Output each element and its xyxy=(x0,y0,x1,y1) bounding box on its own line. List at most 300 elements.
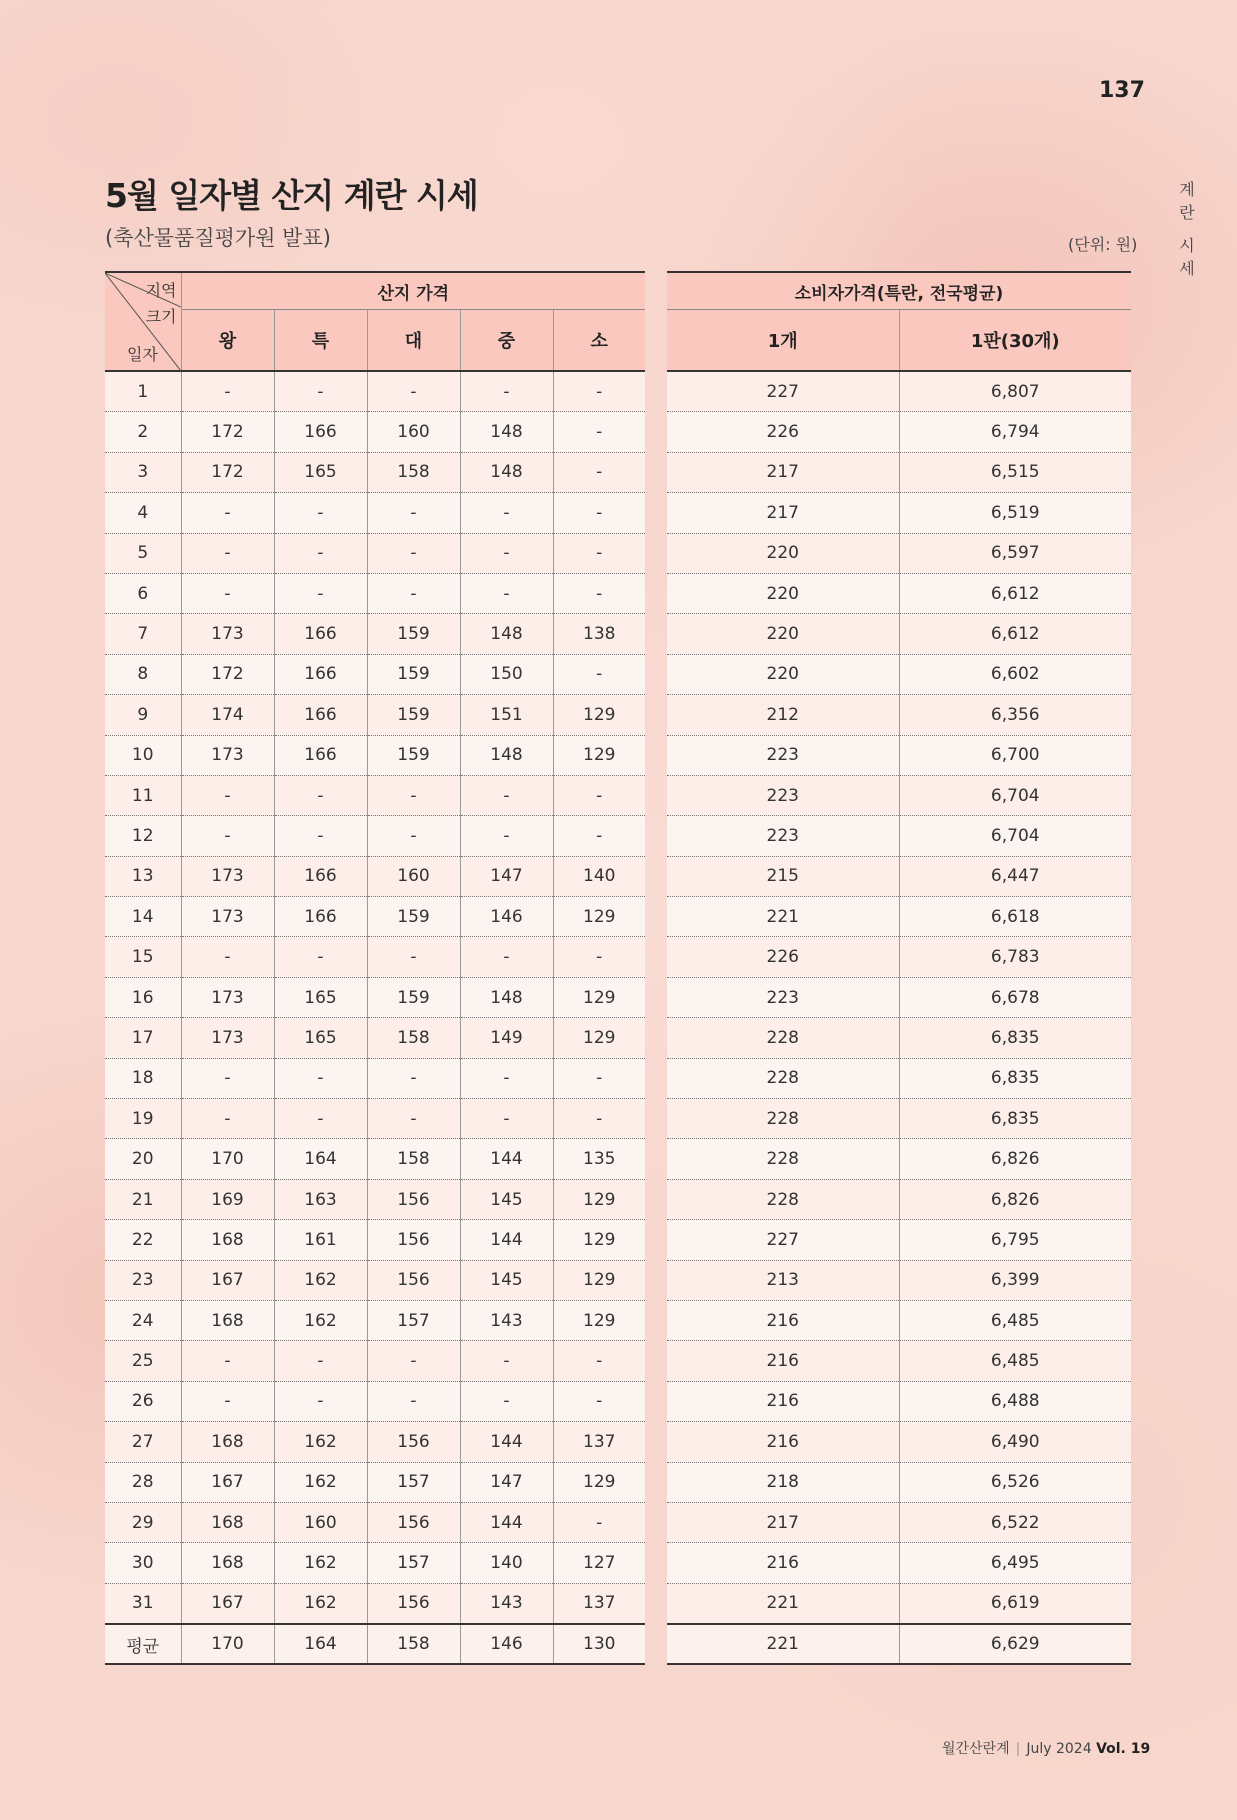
origin-price-cell: - xyxy=(460,937,553,977)
origin-price-cell: 168 xyxy=(181,1422,274,1462)
table-row xyxy=(105,1018,645,1058)
origin-price-cell: 165 xyxy=(274,977,367,1017)
table-row xyxy=(105,1139,645,1179)
origin-price-cell: - xyxy=(553,937,645,977)
day-cell: 13 xyxy=(105,856,181,896)
day-cell: 6 xyxy=(105,573,181,613)
origin-price-cell: - xyxy=(367,573,460,613)
day-cell: 12 xyxy=(105,816,181,856)
consumer-price-cell: 220 xyxy=(667,614,899,654)
consumer-price-cell: 6,602 xyxy=(899,654,1131,694)
column-header-jumbo: 왕 xyxy=(181,310,274,372)
table-row xyxy=(105,1462,645,1502)
average-cell: 146 xyxy=(460,1624,553,1664)
table-row xyxy=(667,452,1131,492)
origin-price-cell: - xyxy=(181,493,274,533)
column-header-small: 소 xyxy=(553,310,645,372)
table-row xyxy=(105,735,645,775)
origin-price-cell: 168 xyxy=(181,1502,274,1542)
table-row xyxy=(667,775,1131,815)
consumer-price-cell: 6,519 xyxy=(899,493,1131,533)
origin-price-cell: 144 xyxy=(460,1220,553,1260)
origin-price-cell: 129 xyxy=(553,1462,645,1502)
consumer-price-cell: 227 xyxy=(667,371,899,412)
consumer-price-cell: 6,807 xyxy=(899,371,1131,412)
origin-price-cell: - xyxy=(274,937,367,977)
origin-price-cell: 159 xyxy=(367,695,460,735)
table-row xyxy=(105,1422,645,1462)
origin-price-cell: 129 xyxy=(553,897,645,937)
origin-price-cell: 147 xyxy=(460,856,553,896)
origin-price-cell: - xyxy=(460,493,553,533)
column-header-medium: 중 xyxy=(460,310,553,372)
page-number: 137 xyxy=(1099,78,1145,103)
table-row xyxy=(667,1502,1131,1542)
origin-price-cell: 144 xyxy=(460,1502,553,1542)
day-cell: 11 xyxy=(105,775,181,815)
origin-price-cell: - xyxy=(367,1381,460,1421)
day-cell: 23 xyxy=(105,1260,181,1300)
origin-price-cell: 148 xyxy=(460,614,553,654)
consumer-price-cell: 6,835 xyxy=(899,1058,1131,1098)
consumer-price-cell: 218 xyxy=(667,1462,899,1502)
consumer-price-cell: 212 xyxy=(667,695,899,735)
origin-price-cell: 167 xyxy=(181,1583,274,1624)
consumer-price-cell: 6,835 xyxy=(899,1099,1131,1139)
corner-size-label: 크기 xyxy=(145,307,177,326)
origin-price-cell: - xyxy=(274,1381,367,1421)
consumer-price-cell: 6,488 xyxy=(899,1381,1131,1421)
table-row xyxy=(105,856,645,896)
origin-price-cell: 173 xyxy=(181,1018,274,1058)
origin-price-cell: 173 xyxy=(181,897,274,937)
origin-price-cell: - xyxy=(274,816,367,856)
origin-price-cell: 166 xyxy=(274,412,367,452)
origin-price-cell: 163 xyxy=(274,1179,367,1219)
origin-price-cell: - xyxy=(460,1381,553,1421)
origin-price-cell: 156 xyxy=(367,1179,460,1219)
origin-price-cell: 144 xyxy=(460,1422,553,1462)
table-row xyxy=(667,533,1131,573)
consumer-price-cell: 213 xyxy=(667,1260,899,1300)
origin-price-cell: - xyxy=(274,573,367,613)
side-tab-char: 계 xyxy=(1179,180,1195,199)
day-cell: 20 xyxy=(105,1139,181,1179)
origin-price-cell: 159 xyxy=(367,614,460,654)
origin-price-cell: 158 xyxy=(367,1018,460,1058)
column-header-large: 대 xyxy=(367,310,460,372)
consumer-price-cell: 6,356 xyxy=(899,695,1131,735)
table-row xyxy=(667,1220,1131,1260)
origin-price-cell: 135 xyxy=(553,1139,645,1179)
origin-price-cell: - xyxy=(460,1341,553,1381)
origin-price-cell: - xyxy=(460,816,553,856)
origin-price-cell: 166 xyxy=(274,897,367,937)
day-cell: 24 xyxy=(105,1300,181,1340)
page-footer xyxy=(942,1738,1150,1758)
day-cell: 28 xyxy=(105,1462,181,1502)
consumer-price-cell: 6,826 xyxy=(899,1179,1131,1219)
average-cell: 158 xyxy=(367,1624,460,1664)
average-row xyxy=(667,1624,1131,1664)
table-row xyxy=(667,735,1131,775)
average-row xyxy=(105,1624,645,1664)
table-row xyxy=(667,493,1131,533)
day-cell: 30 xyxy=(105,1543,181,1583)
origin-price-cell: 143 xyxy=(460,1583,553,1624)
consumer-price-cell: 223 xyxy=(667,735,899,775)
origin-price-cell: 156 xyxy=(367,1502,460,1542)
origin-price-cell: 148 xyxy=(460,452,553,492)
origin-price-cell: 129 xyxy=(553,695,645,735)
table-row xyxy=(667,937,1131,977)
consumer-price-cell: 216 xyxy=(667,1341,899,1381)
origin-price-cell: 138 xyxy=(553,614,645,654)
origin-price-cell: 168 xyxy=(181,1543,274,1583)
section-side-tab xyxy=(1176,178,1198,280)
day-cell: 18 xyxy=(105,1058,181,1098)
page-subtitle: (축산물품질평가원 발표) xyxy=(105,226,331,250)
consumer-price-cell: 223 xyxy=(667,977,899,1017)
consumer-price-cell: 6,704 xyxy=(899,816,1131,856)
origin-price-cell: 146 xyxy=(460,897,553,937)
side-tab-char: 시 xyxy=(1179,236,1195,255)
origin-price-cell: 169 xyxy=(181,1179,274,1219)
origin-price-cell: - xyxy=(553,371,645,412)
origin-price-cell: - xyxy=(274,371,367,412)
table-row xyxy=(667,1583,1131,1624)
day-cell: 17 xyxy=(105,1018,181,1058)
origin-price-cell: 159 xyxy=(367,735,460,775)
consumer-price-cell: 217 xyxy=(667,452,899,492)
table-row xyxy=(667,1462,1131,1502)
origin-price-cell: - xyxy=(367,1099,460,1139)
table-row xyxy=(105,897,645,937)
origin-price-cell: - xyxy=(367,1341,460,1381)
day-cell: 3 xyxy=(105,452,181,492)
unit-label: (단위: 원) xyxy=(1068,235,1138,254)
origin-price-cell: 166 xyxy=(274,695,367,735)
origin-price-cell: - xyxy=(274,533,367,573)
average-cell: 221 xyxy=(667,1624,899,1664)
table-row xyxy=(105,1058,645,1098)
origin-price-cell: - xyxy=(181,816,274,856)
table-row xyxy=(105,816,645,856)
consumer-price-cell: 6,835 xyxy=(899,1018,1131,1058)
footer-magazine-name: 월간산란계 xyxy=(942,1741,1010,1757)
origin-price-cell: 167 xyxy=(181,1462,274,1502)
origin-price-cell: - xyxy=(181,937,274,977)
day-cell: 15 xyxy=(105,937,181,977)
origin-price-cell: - xyxy=(274,493,367,533)
origin-price-cell: - xyxy=(181,1341,274,1381)
origin-price-cell: 160 xyxy=(367,856,460,896)
origin-price-cell: 174 xyxy=(181,695,274,735)
table-row xyxy=(105,573,645,613)
origin-price-cell: 156 xyxy=(367,1260,460,1300)
origin-price-cell: 140 xyxy=(460,1543,553,1583)
consumer-price-cell: 223 xyxy=(667,816,899,856)
origin-price-cell: 159 xyxy=(367,977,460,1017)
origin-price-cell: 150 xyxy=(460,654,553,694)
origin-price-cell: - xyxy=(367,371,460,412)
origin-price-group-header: 산지 가격 xyxy=(181,272,645,310)
origin-price-cell: 164 xyxy=(274,1139,367,1179)
origin-price-cell: 148 xyxy=(460,977,553,1017)
origin-price-cell: 143 xyxy=(460,1300,553,1340)
consumer-price-table xyxy=(667,271,1131,1665)
consumer-price-cell: 228 xyxy=(667,1179,899,1219)
consumer-price-cell: 216 xyxy=(667,1300,899,1340)
average-label: 평균 xyxy=(105,1624,181,1664)
table-row xyxy=(667,897,1131,937)
origin-price-cell: - xyxy=(553,1099,645,1139)
consumer-price-cell: 6,485 xyxy=(899,1300,1131,1340)
origin-price-cell: 157 xyxy=(367,1543,460,1583)
table-row xyxy=(105,977,645,1017)
origin-price-cell: - xyxy=(553,1058,645,1098)
consumer-price-cell: 6,704 xyxy=(899,775,1131,815)
origin-price-cell: 173 xyxy=(181,977,274,1017)
consumer-price-cell: 6,700 xyxy=(899,735,1131,775)
origin-price-table xyxy=(105,271,645,1665)
origin-price-cell: - xyxy=(553,573,645,613)
consumer-price-cell: 221 xyxy=(667,1583,899,1624)
consumer-price-cell: 6,447 xyxy=(899,856,1131,896)
consumer-price-cell: 228 xyxy=(667,1099,899,1139)
day-cell: 8 xyxy=(105,654,181,694)
table-row xyxy=(105,1341,645,1381)
consumer-price-cell: 223 xyxy=(667,775,899,815)
table-row xyxy=(667,573,1131,613)
origin-price-cell: 156 xyxy=(367,1583,460,1624)
origin-price-cell: - xyxy=(274,1341,367,1381)
table-row xyxy=(105,412,645,452)
consumer-price-cell: 6,515 xyxy=(899,452,1131,492)
table-row xyxy=(105,1220,645,1260)
origin-price-cell: 129 xyxy=(553,1220,645,1260)
origin-price-cell: - xyxy=(367,1058,460,1098)
table-row xyxy=(667,856,1131,896)
side-tab-char: 란 xyxy=(1179,203,1195,222)
origin-price-cell: 158 xyxy=(367,1139,460,1179)
consumer-price-cell: 6,612 xyxy=(899,573,1131,613)
origin-price-cell: 168 xyxy=(181,1220,274,1260)
day-cell: 10 xyxy=(105,735,181,775)
origin-price-cell: - xyxy=(553,775,645,815)
consumer-price-cell: 216 xyxy=(667,1543,899,1583)
origin-price-cell: 148 xyxy=(460,412,553,452)
table-row xyxy=(667,1058,1131,1098)
origin-price-cell: 168 xyxy=(181,1300,274,1340)
table-row xyxy=(105,1099,645,1139)
origin-price-cell: 129 xyxy=(553,1300,645,1340)
consumer-price-cell: 6,612 xyxy=(899,614,1131,654)
footer-issue: July 2024 xyxy=(1026,1741,1092,1757)
origin-price-cell: 145 xyxy=(460,1179,553,1219)
origin-price-cell: - xyxy=(274,775,367,815)
day-cell: 16 xyxy=(105,977,181,1017)
consumer-price-cell: 6,795 xyxy=(899,1220,1131,1260)
origin-price-cell: 137 xyxy=(553,1583,645,1624)
origin-price-cell: 159 xyxy=(367,654,460,694)
table-row xyxy=(105,452,645,492)
day-cell: 2 xyxy=(105,412,181,452)
origin-price-cell: - xyxy=(553,493,645,533)
origin-price-cell: 140 xyxy=(553,856,645,896)
origin-price-cell: 144 xyxy=(460,1139,553,1179)
table-row xyxy=(667,1139,1131,1179)
consumer-price-cell: 226 xyxy=(667,937,899,977)
origin-price-cell: - xyxy=(367,937,460,977)
origin-price-cell: 160 xyxy=(274,1502,367,1542)
origin-price-cell: 157 xyxy=(367,1300,460,1340)
origin-price-cell: - xyxy=(367,493,460,533)
table-row xyxy=(105,493,645,533)
consumer-price-cell: 6,826 xyxy=(899,1139,1131,1179)
origin-price-cell: - xyxy=(553,452,645,492)
origin-price-cell: - xyxy=(181,371,274,412)
consumer-price-cell: 6,783 xyxy=(899,937,1131,977)
origin-price-cell: - xyxy=(181,775,274,815)
origin-price-cell: 129 xyxy=(553,977,645,1017)
origin-price-cell: 173 xyxy=(181,856,274,896)
origin-price-cell: 129 xyxy=(553,1260,645,1300)
origin-price-cell: 156 xyxy=(367,1422,460,1462)
table-row xyxy=(105,533,645,573)
origin-price-cell: - xyxy=(553,1502,645,1542)
origin-price-cell: 160 xyxy=(367,412,460,452)
origin-price-cell: - xyxy=(553,533,645,573)
consumer-price-cell: 226 xyxy=(667,412,899,452)
average-cell: 6,629 xyxy=(899,1624,1131,1664)
day-cell: 7 xyxy=(105,614,181,654)
consumer-price-cell: 6,490 xyxy=(899,1422,1131,1462)
day-cell: 1 xyxy=(105,371,181,412)
day-cell: 4 xyxy=(105,493,181,533)
table-row xyxy=(667,695,1131,735)
origin-price-cell: - xyxy=(460,1099,553,1139)
origin-price-cell: - xyxy=(553,1381,645,1421)
origin-price-cell: - xyxy=(181,1381,274,1421)
table-row xyxy=(667,371,1131,412)
consumer-price-cell: 217 xyxy=(667,493,899,533)
day-cell: 31 xyxy=(105,1583,181,1624)
table-row xyxy=(105,1260,645,1300)
consumer-price-cell: 216 xyxy=(667,1381,899,1421)
origin-price-cell: 137 xyxy=(553,1422,645,1462)
table-row xyxy=(105,937,645,977)
consumer-price-cell: 221 xyxy=(667,897,899,937)
table-row xyxy=(667,1179,1131,1219)
origin-price-cell: - xyxy=(553,654,645,694)
origin-price-cell: 165 xyxy=(274,452,367,492)
table-row xyxy=(667,1260,1131,1300)
origin-price-cell: 166 xyxy=(274,856,367,896)
table-row xyxy=(667,412,1131,452)
origin-price-cell: 165 xyxy=(274,1018,367,1058)
origin-price-cell: - xyxy=(553,412,645,452)
day-cell: 5 xyxy=(105,533,181,573)
origin-price-cell: - xyxy=(553,816,645,856)
origin-price-cell: - xyxy=(274,1058,367,1098)
table-row xyxy=(105,654,645,694)
table-row xyxy=(667,977,1131,1017)
origin-price-cell: 157 xyxy=(367,1462,460,1502)
table-row xyxy=(667,614,1131,654)
consumer-price-cell: 6,526 xyxy=(899,1462,1131,1502)
origin-price-cell: 166 xyxy=(274,735,367,775)
day-cell: 19 xyxy=(105,1099,181,1139)
origin-price-cell: 170 xyxy=(181,1139,274,1179)
origin-price-cell: 149 xyxy=(460,1018,553,1058)
origin-price-cell: 162 xyxy=(274,1300,367,1340)
origin-price-cell: - xyxy=(181,1058,274,1098)
origin-price-cell: 162 xyxy=(274,1583,367,1624)
day-cell: 14 xyxy=(105,897,181,937)
origin-price-cell: 162 xyxy=(274,1260,367,1300)
consumer-price-cell: 220 xyxy=(667,533,899,573)
table-row xyxy=(667,1543,1131,1583)
origin-price-cell: 159 xyxy=(367,897,460,937)
origin-price-cell: 161 xyxy=(274,1220,367,1260)
origin-price-cell: - xyxy=(181,533,274,573)
consumer-price-cell: 228 xyxy=(667,1058,899,1098)
consumer-price-cell: 228 xyxy=(667,1139,899,1179)
origin-price-cell: 129 xyxy=(553,1018,645,1058)
origin-price-cell: 129 xyxy=(553,1179,645,1219)
column-header-per-egg: 1개 xyxy=(667,310,899,372)
day-cell: 25 xyxy=(105,1341,181,1381)
table-row xyxy=(667,1099,1131,1139)
footer-volume: Vol. 19 xyxy=(1096,1741,1151,1757)
consumer-price-cell: 6,495 xyxy=(899,1543,1131,1583)
table-row xyxy=(105,695,645,735)
origin-price-cell: 166 xyxy=(274,614,367,654)
consumer-price-cell: 6,485 xyxy=(899,1341,1131,1381)
table-row xyxy=(105,1502,645,1542)
origin-price-cell: 173 xyxy=(181,614,274,654)
day-cell: 22 xyxy=(105,1220,181,1260)
origin-price-cell: 166 xyxy=(274,654,367,694)
header-corner-cell xyxy=(105,272,181,371)
origin-price-cell: - xyxy=(367,775,460,815)
origin-price-cell: 156 xyxy=(367,1220,460,1260)
day-cell: 26 xyxy=(105,1381,181,1421)
consumer-price-cell: 6,618 xyxy=(899,897,1131,937)
origin-price-cell: 173 xyxy=(181,735,274,775)
table-row xyxy=(667,654,1131,694)
origin-price-cell: 151 xyxy=(460,695,553,735)
consumer-price-cell: 215 xyxy=(667,856,899,896)
table-row xyxy=(105,614,645,654)
table-row xyxy=(105,1300,645,1340)
corner-day-label: 일자 xyxy=(127,345,158,364)
consumer-price-cell: 6,619 xyxy=(899,1583,1131,1624)
table-row xyxy=(105,371,645,412)
consumer-price-cell: 6,678 xyxy=(899,977,1131,1017)
origin-price-cell: 162 xyxy=(274,1422,367,1462)
day-cell: 9 xyxy=(105,695,181,735)
table-row xyxy=(667,1300,1131,1340)
table-row xyxy=(105,1381,645,1421)
footer-separator: | xyxy=(1015,1741,1021,1757)
column-header-extra-large: 특 xyxy=(274,310,367,372)
day-cell: 29 xyxy=(105,1502,181,1542)
table-row xyxy=(667,1018,1131,1058)
table-row xyxy=(667,1341,1131,1381)
origin-price-cell: 172 xyxy=(181,654,274,694)
